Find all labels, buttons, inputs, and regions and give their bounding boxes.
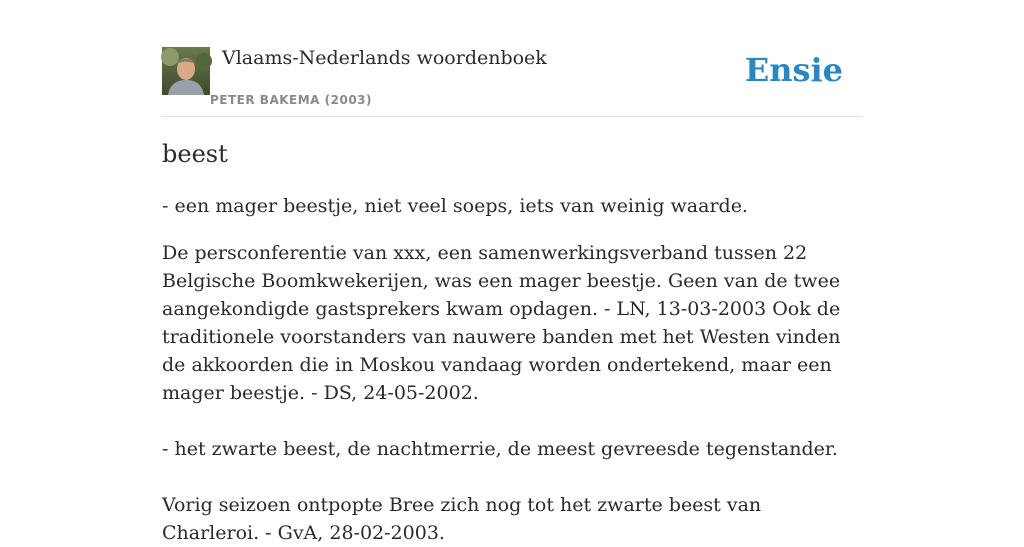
definition-1: - een mager beestje, niet veel soeps, iets van weinig waarde.	[162, 195, 748, 217]
author-name[interactable]: PETER BAKEMA (2003)	[210, 93, 372, 107]
paragraph-break	[162, 407, 862, 435]
dictionary-title[interactable]: Vlaams-Nederlands woordenboek	[222, 47, 547, 69]
brand-logo[interactable]: Ensie	[744, 51, 843, 89]
user-photo-icon	[162, 47, 210, 95]
example-2: Vorig seizoen ontpopte Bree zich nog tot het zwarte beest van Charleroi. - GvA, 28-02-2003.	[162, 494, 762, 544]
page-header	[162, 0, 862, 117]
example-1: De persconferentie van xxx, een samenwerkingsverband tussen 22 Belgische Boomkwekerijen, was een mager beestje. Geen van de twee aangekondigde gastsprekers kwam opdagen. - LN, 13-03-2003 Ook de traditionele voorstanders van nauwere banden met het Westen vinden de akkoorden die in Moskou vandaag worden ondertekend, maar een mager beestje. - DS, 24-05-2002.	[162, 242, 841, 404]
entry-term: beest	[162, 140, 228, 168]
author-avatar[interactable]	[162, 47, 210, 95]
paragraph-break	[162, 463, 862, 491]
definition-2: - het zwarte beest, de nachtmerrie, de meest gevreesde tegenstander.	[162, 438, 838, 460]
entry-content	[162, 138, 862, 547]
